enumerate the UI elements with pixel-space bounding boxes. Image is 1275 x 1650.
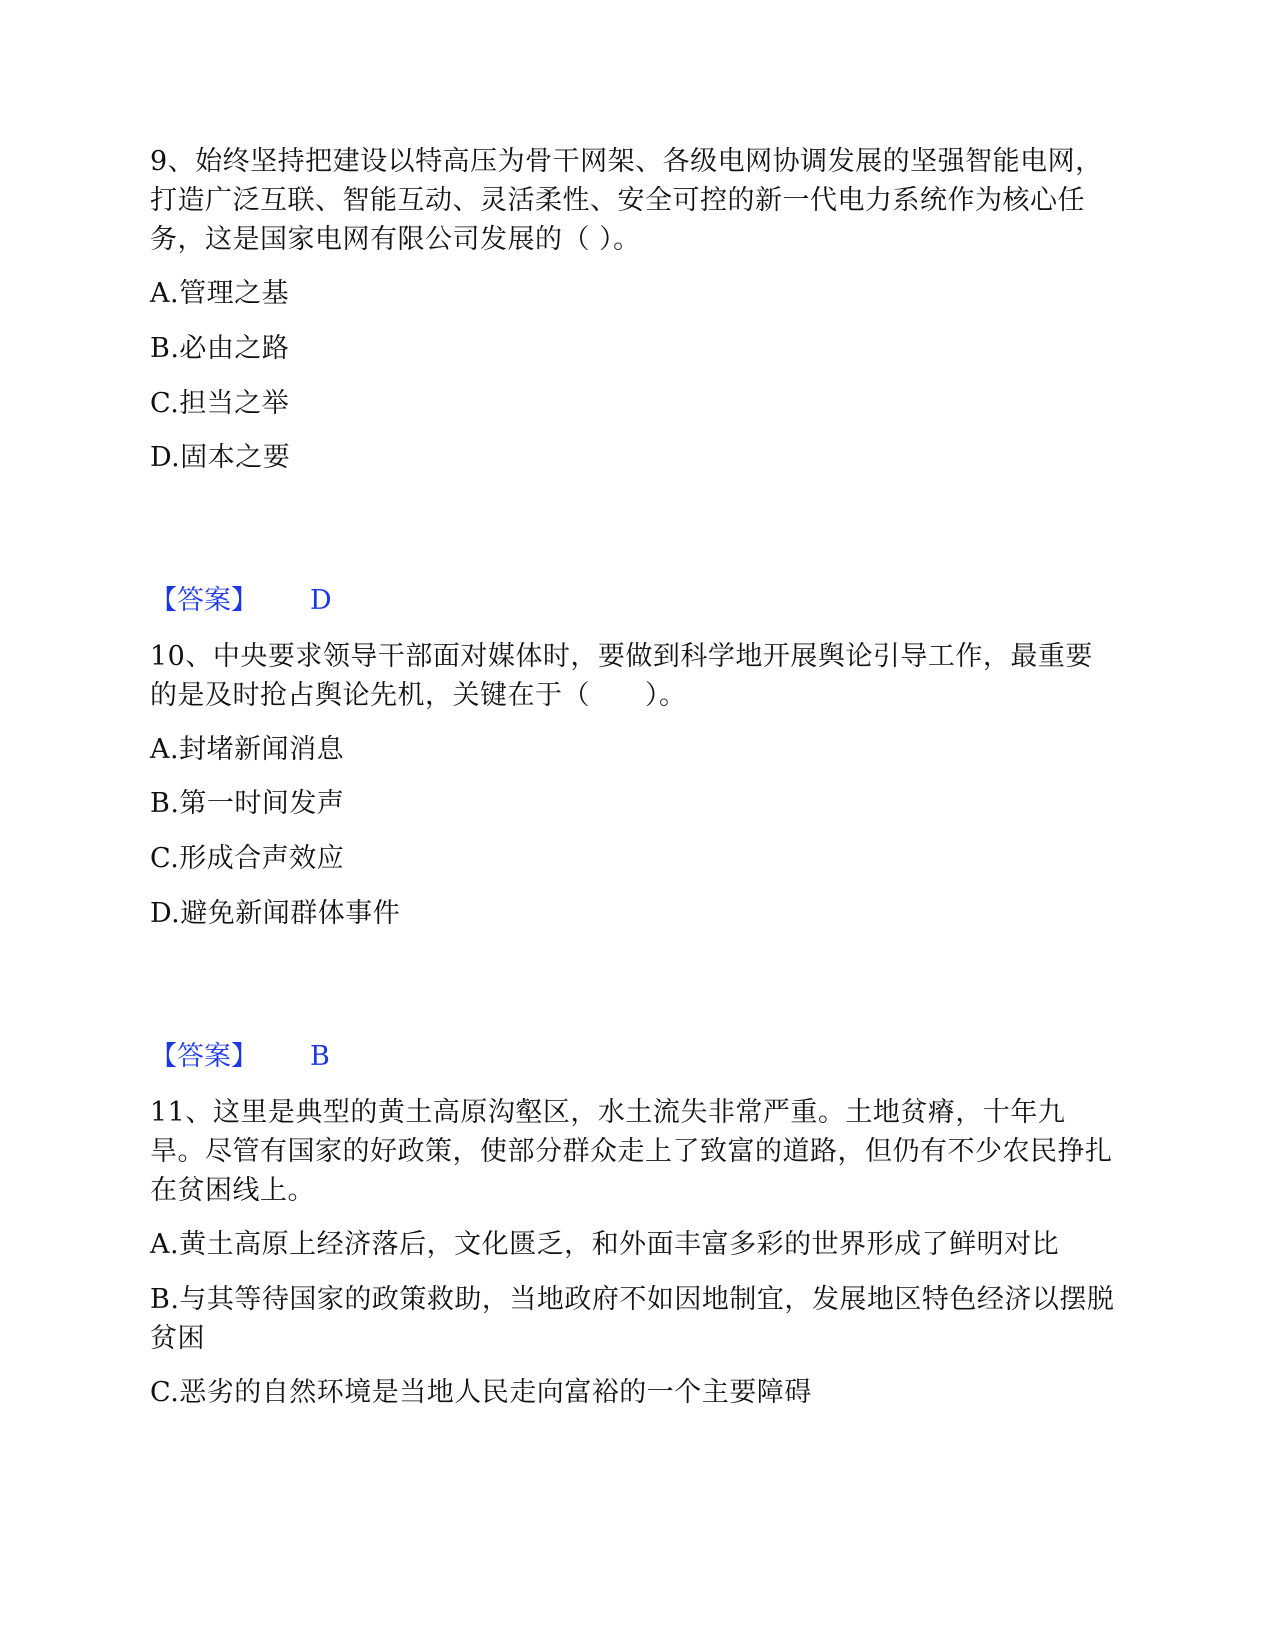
question-11-option-b bbox=[150, 1280, 1120, 1358]
option-text: A.黄土高原上经济落后，文化匮乏，和外面丰富多彩的世界形成了鲜明对比 bbox=[150, 1229, 1060, 1260]
answer-label: 【答案】 bbox=[150, 1041, 258, 1072]
question-9-option-d bbox=[150, 438, 1120, 477]
option-text: B.第一时间发声 bbox=[150, 788, 345, 819]
option-text: B.与其等待国家的政策救助，当地政府不如因地制宜，发展地区特色经济以摆脱贫困 bbox=[150, 1284, 1115, 1354]
option-text: A.封堵新闻消息 bbox=[150, 734, 345, 765]
question-9-option-b bbox=[150, 329, 1120, 368]
option-text: A.管理之基 bbox=[150, 278, 290, 309]
question-9-option-a bbox=[150, 274, 1120, 313]
question-9 bbox=[150, 142, 1120, 259]
question-11 bbox=[150, 1093, 1120, 1210]
option-text: D.避免新闻群体事件 bbox=[150, 898, 401, 929]
answer-value: D bbox=[310, 585, 332, 616]
question-10-option-a bbox=[150, 730, 1120, 769]
question-10-text: 10、中央要求领导干部面对媒体时，要做到科学地开展舆论引导工作，最重要的是及时抢占舆论先机，关键在于（ ）。 bbox=[150, 641, 1093, 711]
question-11-option-c bbox=[150, 1373, 1120, 1412]
option-text: D.固本之要 bbox=[150, 442, 291, 473]
question-9-text: 9、始终坚持把建设以特高压为骨干网架、各级电网协调发展的坚强智能电网，打造广泛互联、智能互动、灵活柔性、安全可控的新一代电力系统作为核心任务，这是国家电网有限公司发展的（ ）。 bbox=[150, 146, 1103, 255]
answer-value: B bbox=[310, 1041, 330, 1072]
answer-10 bbox=[150, 1037, 1120, 1076]
option-text: C.形成合声效应 bbox=[150, 843, 345, 874]
option-text: C.恶劣的自然环境是当地人民走向富裕的一个主要障碍 bbox=[150, 1377, 812, 1408]
question-10-option-c bbox=[150, 839, 1120, 878]
question-11-option-a bbox=[150, 1225, 1120, 1264]
question-11-text: 11、这里是典型的黄土高原沟壑区，水土流失非常严重。土地贫瘠，十年九旱。尽管有国家的好政策，使部分群众走上了致富的道路，但仍有不少农民挣扎在贫困线上。 bbox=[150, 1097, 1113, 1206]
option-text: B.必由之路 bbox=[150, 333, 290, 364]
question-9-option-c bbox=[150, 384, 1120, 423]
answer-9 bbox=[150, 581, 1120, 620]
option-text: C.担当之举 bbox=[150, 388, 290, 419]
question-10-option-b bbox=[150, 784, 1120, 823]
answer-label: 【答案】 bbox=[150, 585, 258, 616]
question-10-option-d bbox=[150, 894, 1120, 933]
question-10 bbox=[150, 637, 1120, 715]
